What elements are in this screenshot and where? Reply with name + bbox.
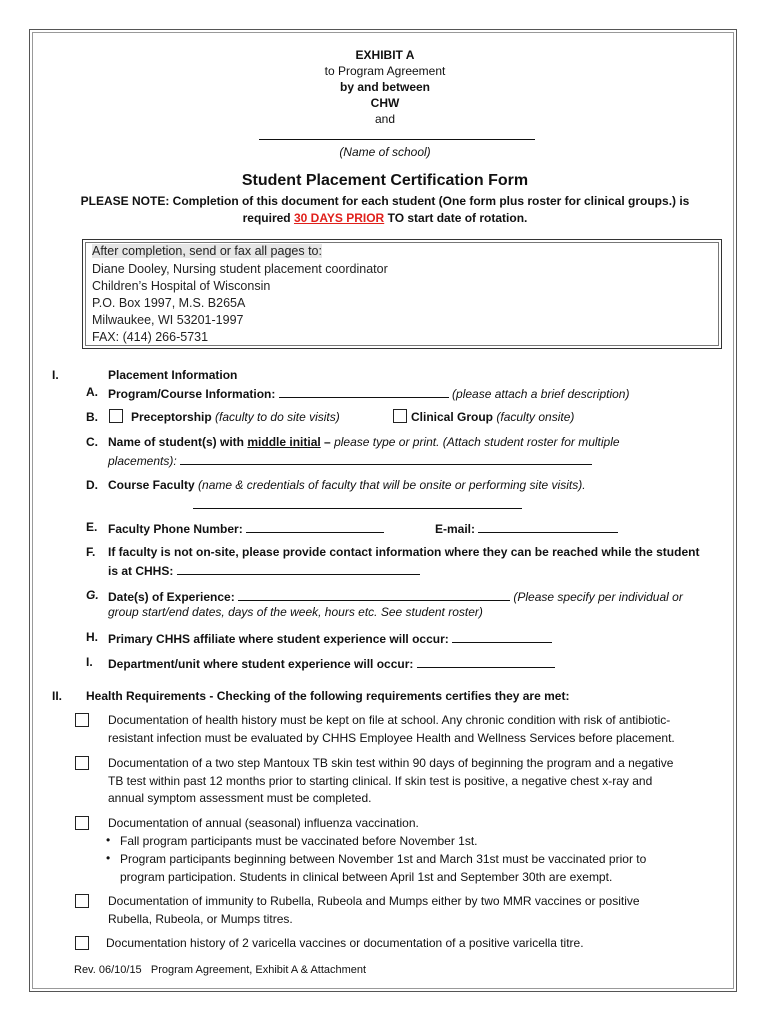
item-d-row (108, 478, 586, 492)
req-3-line-1: Documentation of annual (seasonal) influenza vaccination. (108, 816, 419, 830)
health-history-checkbox[interactable] (75, 713, 89, 727)
section-2-numeral: II. (52, 689, 63, 703)
item-f-letter: F. (86, 545, 96, 559)
primary-affiliate-field[interactable] (452, 630, 552, 643)
middle-initial-label: middle initial (247, 435, 321, 449)
item-g-row (108, 588, 683, 604)
item-i-letter: I. (86, 655, 93, 669)
header-line-2: to Program Agreement (324, 64, 446, 78)
req-1-line-2: resistant infection must be evaluated by CHHS Employee Health and Wellness Services before placement. (108, 731, 675, 745)
program-course-field[interactable] (279, 385, 449, 398)
faculty-phone-field[interactable] (246, 520, 384, 533)
dates-experience-hint-2: group start/end dates, days of the week, hours etc. See student roster) (108, 605, 483, 619)
clinical-group-row (411, 410, 574, 424)
influenza-checkbox[interactable] (75, 816, 89, 830)
student-name-label: Name of student(s) with (108, 435, 245, 449)
req-2-line-2: TB test within past 12 months prior to starting clinical. If skin test is positive, a negative chest x-ray and (108, 774, 653, 788)
email-label: E-mail: (435, 522, 476, 536)
preceptorship-label: Preceptorship (131, 410, 212, 424)
course-faculty-label: Course Faculty (108, 478, 195, 492)
student-names-field[interactable] (180, 452, 592, 465)
note-line-2 (0, 211, 770, 225)
note-line-1: PLEASE NOTE: Completion of this document for each student (One form plus roster for clinical groups.) is (80, 194, 690, 208)
req-2-line-3: annual symptom assessment must be completed. (108, 791, 372, 805)
clinical-group-label: Clinical Group (411, 410, 494, 424)
faculty-contact-field[interactable] (177, 562, 420, 575)
form-title: Student Placement Certification Form (241, 172, 529, 189)
item-f-row-2 (108, 562, 420, 578)
exhibit-title: EXHIBIT A (355, 48, 415, 62)
course-faculty-hint: (name & credentials of faculty that will be onsite or performing site visits). (198, 478, 586, 492)
address-fax: FAX: (414) 266-5731 (92, 330, 209, 344)
clinical-group-hint: (faculty onsite) (496, 410, 575, 424)
preceptorship-hint: (faculty to do site visits) (215, 410, 340, 424)
section-1-heading: Placement Information (108, 368, 238, 382)
preceptorship-row (131, 410, 340, 424)
footer-revision: Rev. 06/10/15 (74, 964, 142, 976)
item-c-row-2 (108, 452, 592, 468)
tb-test-checkbox[interactable] (75, 756, 89, 770)
item-h-row (108, 630, 552, 646)
note-start-date: TO start date of rotation. (387, 211, 528, 225)
address-city: Milwaukee, WI 53201-1997 (92, 313, 244, 327)
req-4-line-1: Documentation of immunity to Rubella, Rubeola and Mumps either by two MMR vaccines or positive (108, 894, 640, 908)
item-e-letter: E. (86, 520, 98, 534)
note-required: required (242, 211, 291, 225)
req-1-line-1: Documentation of health history must be kept on file at school. Any chronic condition with risk of antibiotic- (108, 713, 671, 727)
program-course-label: Program/Course Information: (108, 387, 276, 401)
school-name-caption: (Name of school) (339, 145, 431, 159)
item-h-letter: H. (86, 630, 98, 644)
item-g-letter: G. (86, 588, 99, 602)
item-d-letter: D. (86, 478, 98, 492)
footer-document: Program Agreement, Exhibit A & Attachment (150, 964, 367, 976)
req-5-line-1: Documentation history of 2 varicella vaccines or documentation of a positive varicella titre. (106, 936, 584, 950)
clinical-group-checkbox[interactable] (393, 409, 407, 423)
item-a-row (108, 385, 629, 401)
email-row (435, 520, 618, 536)
item-c-letter: C. (86, 435, 98, 449)
bullet-icon: • (106, 851, 111, 865)
item-e-row (108, 520, 384, 536)
dates-experience-field[interactable] (238, 588, 510, 601)
req-3-bullet-2-line-2: program participation. Students in clinical between April 1st and September 30th are exempt. (120, 870, 613, 884)
header-line-3: by and between (339, 80, 431, 94)
item-f-text: If faculty is not on-site, please provide contact information where they can be reached while the student (108, 545, 700, 559)
address-name: Diane Dooley, Nursing student placement coordinator (92, 262, 388, 276)
varicella-checkbox[interactable] (75, 936, 89, 950)
address-intro: After completion, send or fax all pages to: (92, 244, 322, 258)
program-course-hint: (please attach a brief description) (452, 387, 630, 401)
footer (74, 964, 366, 976)
course-faculty-field[interactable] (193, 508, 522, 509)
faculty-phone-label: Faculty Phone Number: (108, 522, 243, 536)
item-a-letter: A. (86, 385, 98, 399)
note-30-days-prior: 30 DAYS PRIOR (293, 211, 385, 225)
section-2-heading: Health Requirements - Checking of the following requirements certifies they are met: (86, 689, 570, 703)
section-1-numeral: I. (52, 368, 59, 382)
department-unit-label: Department/unit where student experience will occur: (108, 657, 414, 671)
bullet-icon: • (106, 833, 111, 847)
email-field[interactable] (478, 520, 618, 533)
mmr-checkbox[interactable] (75, 894, 89, 908)
req-4-line-2: Rubella, Rubeola, or Mumps titres. (108, 912, 293, 926)
preceptorship-checkbox[interactable] (109, 409, 123, 423)
dates-experience-label: Date(s) of Experience: (108, 590, 235, 604)
school-name-field[interactable] (259, 139, 535, 140)
student-name-dash: – (324, 435, 331, 449)
dates-experience-hint: (Please specify per individual or (513, 590, 683, 604)
req-3-bullet-2-line-1: Program participants beginning between November 1st and March 31st must be vaccinated prior to (120, 852, 647, 866)
item-i-row (108, 655, 555, 671)
department-unit-field[interactable] (417, 655, 555, 668)
item-b-letter: B. (86, 410, 98, 424)
primary-affiliate-label: Primary CHHS affiliate where student experience will occur: (108, 632, 449, 646)
student-name-hint: please type or print. (Attach student roster for multiple (334, 435, 620, 449)
header-line-4: CHW (370, 96, 400, 110)
address-box-number: P.O. Box 1997, M.S. B265A (92, 296, 246, 310)
req-3-bullet-1: Fall program participants must be vaccinated before November 1st. (120, 834, 478, 848)
item-c-row (108, 435, 620, 449)
item-f-text-2: is at CHHS: (108, 564, 174, 578)
header-line-5: and (374, 112, 396, 126)
student-name-hint-2: placements): (108, 454, 177, 468)
address-org: Children’s Hospital of Wisconsin (92, 279, 271, 293)
req-2-line-1: Documentation of a two step Mantoux TB skin test within 90 days of beginning the program and a negative (108, 756, 674, 770)
